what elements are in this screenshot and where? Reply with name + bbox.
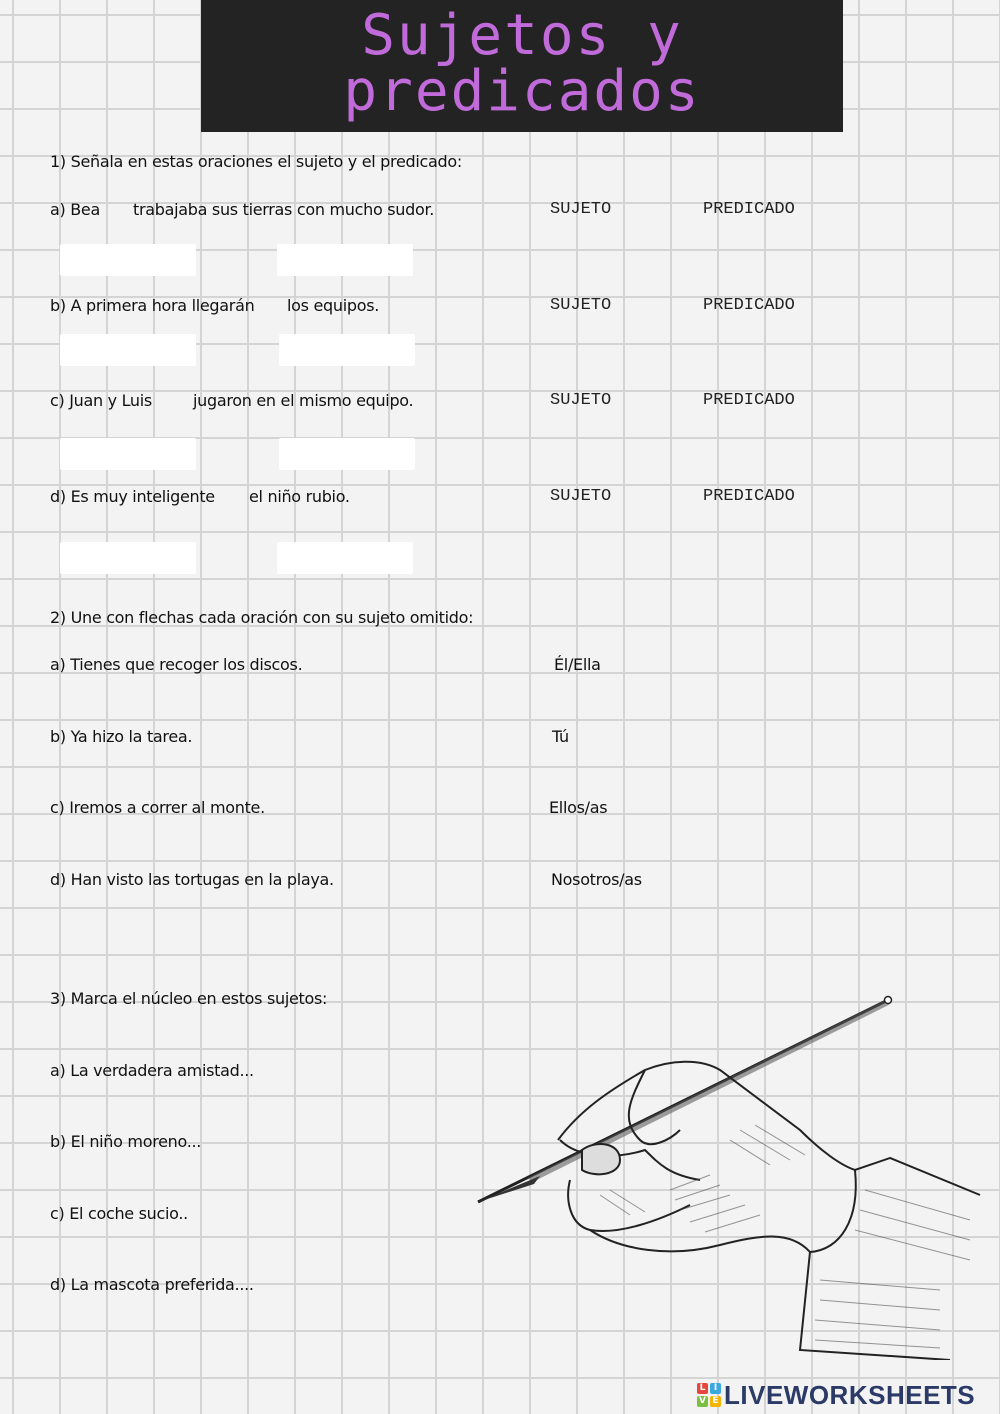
- liveworksheets-logo[interactable]: [697, 1380, 992, 1410]
- s1-d-predicado-label: PREDICADO: [703, 487, 795, 506]
- s1-d-sujeto-label: SUJETO: [550, 487, 612, 506]
- s3-item-d[interactable]: d) La mascota preferida....: [50, 1275, 254, 1294]
- s1-c-part2: jugaron en el mismo equipo.: [193, 391, 414, 410]
- s1-a-drop-box-1[interactable]: [60, 244, 196, 276]
- s1-b-predicado-label: PREDICADO: [703, 296, 795, 315]
- s1-a-part2: trabajaba sus tierras con mucho sudor.: [133, 200, 435, 219]
- s3-item-c[interactable]: c) El coche sucio..: [50, 1204, 188, 1223]
- title-banner: [201, 0, 843, 132]
- s1-b-part2: los equipos.: [287, 296, 380, 315]
- s2-subject-1[interactable]: Él/Ella: [554, 655, 601, 674]
- s1-d-drop-box-1[interactable]: [60, 542, 196, 574]
- s1-b-drop-box-2[interactable]: [279, 334, 415, 366]
- s1-a-predicado-label: PREDICADO: [703, 200, 795, 219]
- section2-heading: 2) Une con flechas cada oración con su sujeto omitido:: [50, 608, 474, 627]
- s3-item-b[interactable]: b) El niño moreno...: [50, 1132, 202, 1151]
- s2-subject-4[interactable]: Nosotros/as: [551, 870, 642, 889]
- s2-sentence-b[interactable]: b) Ya hizo la tarea.: [50, 727, 193, 746]
- s1-b-drop-box-1[interactable]: [60, 334, 196, 366]
- title-line-2: predicados: [343, 59, 701, 124]
- hand-holding-pen-icon: [470, 990, 990, 1360]
- section1-heading: 1) Señala en estas oraciones el sujeto y el predicado:: [50, 152, 462, 171]
- logo-letter-3: V: [697, 1396, 708, 1407]
- logo-text: LIVEWORKSHEETS: [724, 1380, 976, 1410]
- s1-c-drop-box-1[interactable]: [60, 438, 196, 470]
- s2-sentence-a[interactable]: a) Tienes que recoger los discos.: [50, 655, 303, 674]
- s1-a-sujeto-label: SUJETO: [550, 200, 612, 219]
- s3-item-a[interactable]: a) La verdadera amistad...: [50, 1061, 254, 1080]
- s1-a-drop-box-2[interactable]: [277, 244, 413, 276]
- section3-heading: 3) Marca el núcleo en estos sujetos:: [50, 989, 328, 1008]
- s1-d-part1: d) Es muy inteligente: [50, 487, 215, 506]
- s1-c-sujeto-label: SUJETO: [550, 391, 612, 410]
- s2-sentence-d[interactable]: d) Han visto las tortugas en la playa.: [50, 870, 334, 889]
- logo-letter-1: L: [697, 1383, 708, 1394]
- s1-c-predicado-label: PREDICADO: [703, 391, 795, 410]
- s1-d-drop-box-2[interactable]: [277, 542, 413, 574]
- s2-subject-2[interactable]: Tú: [552, 727, 569, 746]
- s1-c-part1: c) Juan y Luis: [50, 391, 152, 410]
- s2-subject-3[interactable]: Ellos/as: [549, 798, 608, 817]
- title-line-1: Sujetos y: [361, 3, 683, 68]
- logo-grid-icon: [697, 1383, 721, 1407]
- logo-letter-4: E: [710, 1396, 721, 1407]
- s1-c-drop-box-2[interactable]: [279, 438, 415, 470]
- logo-letter-2: I: [710, 1383, 721, 1394]
- s1-b-part1: b) A primera hora llegarán: [50, 296, 255, 315]
- s1-d-part2: el niño rubio.: [249, 487, 350, 506]
- s1-a-part1: a) Bea: [50, 200, 100, 219]
- s2-sentence-c[interactable]: c) Iremos a correr al monte.: [50, 798, 265, 817]
- s1-b-sujeto-label: SUJETO: [550, 296, 612, 315]
